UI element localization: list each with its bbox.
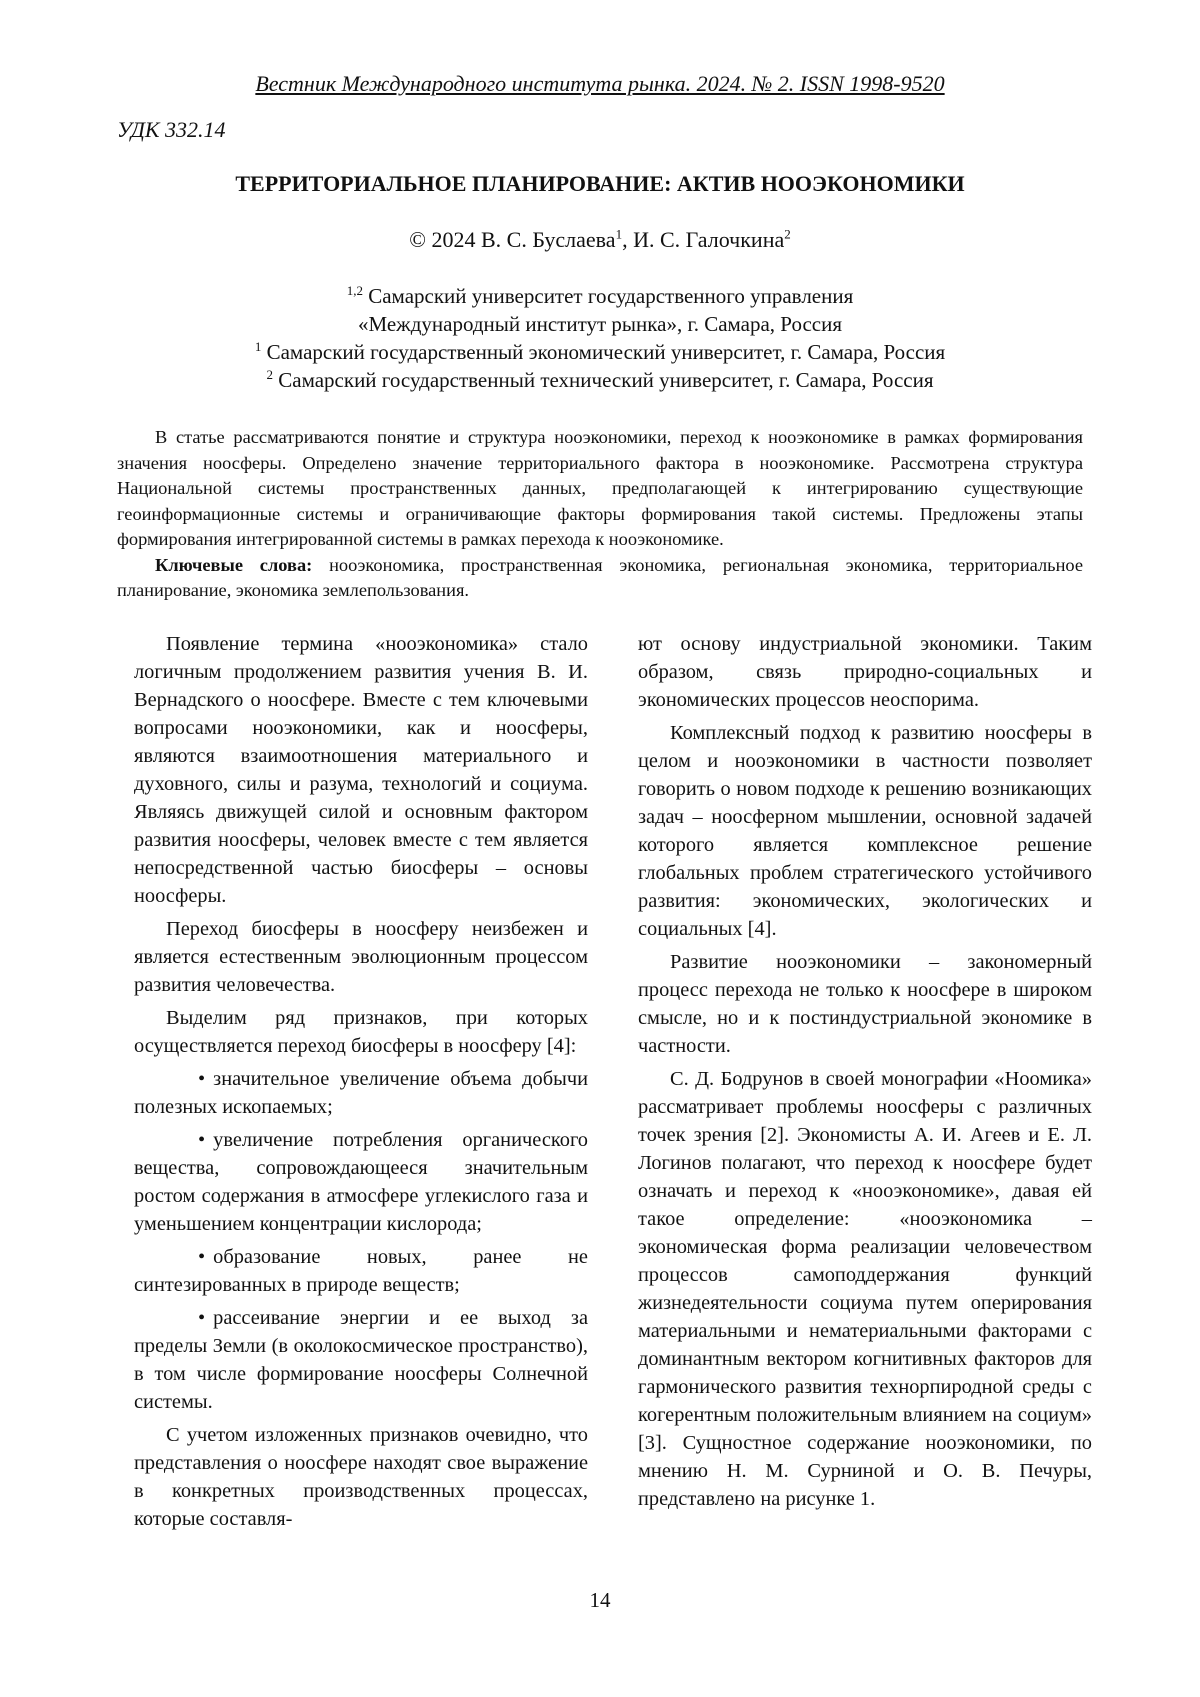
paragraph: Развитие нооэкономики – закономерный процесс перехода не только к ноосфере в широком смысле, но и к постиндустриальной экономике в частности. xyxy=(638,951,1092,1057)
keywords xyxy=(117,553,1083,604)
paragraph: С. Д. Бодрунов в своей монографии «Ноомика» рассматривает проблемы ноосферы с различных точек зрения [2]. Экономисты А. И. Агеев и Е. Л. Логинов полагают, что переход к ноосфере будет означать и переход к «нооэкономике», давая ей такое определение: «нооэкономика – экономическая форма реализации человечеством процессов самоподдержания функций жизнедеятельности социума путем оперирования материальными и нематериальными факторами с доминантным вектором когнитивных факторов для гармонического развития технорпиродной среды с когерентным положительным влиянием на социум» [3]. Сущностное содержание нооэкономики, по мнению Н. М. Сурниной и О. В. Печуры, представлено на рисунке 1. xyxy=(638,1068,1092,1510)
affiliation-text: «Международный институт рынка», г. Самара, Россия xyxy=(357,312,843,336)
paragraph: ют основу индустриальной экономики. Таким образом, связь природно-социальных и экономических процессов неоспорима. xyxy=(638,633,1092,711)
affiliation-line xyxy=(0,282,1200,310)
affiliation-text: Самарский университет государственного управления xyxy=(362,284,854,308)
abstract xyxy=(117,425,1083,604)
affiliation-sup: 1,2 xyxy=(346,283,363,298)
authors-middle: , И. С. Галочкина xyxy=(622,227,785,252)
body-column-left xyxy=(134,630,588,1538)
udk-code: УДК 332.14 xyxy=(117,117,226,142)
authors-prefix: © 2024 В. С. Буслаева xyxy=(409,227,616,252)
bullet-item xyxy=(134,1304,588,1416)
paragraph: С учетом изложенных признаков очевидно, что представления о ноосфере находят свое выражение в конкретных производственных процессах, которые составля- xyxy=(134,1424,588,1530)
author-sup-2: 2 xyxy=(784,226,791,242)
abstract-text: В статье рассматриваются понятие и структура нооэкономики, переход к нооэкономике в рамках формирования значения ноосферы. Определено значение территориального фактора в нооэкономике. Рассмотрена структура Национальной системы пространственных данных, предполагающей к интегрированию существующие геоинформационные системы и ограничивающие факторы формирования такой системы. Предложены этапы формирования интегрированной системы в рамках перехода к нооэкономике. xyxy=(117,427,1083,549)
bullet-text: увеличение потребления органического вещества, сопровождающееся значительным ростом содержания в атмосфере углекислого газа и уменьшением концентрации кислорода; xyxy=(134,1129,588,1235)
affiliation-text: Самарский государственный экономический университет, г. Самара, Россия xyxy=(261,340,946,364)
article-title: ТЕРРИТОРИАЛЬНОЕ ПЛАНИРОВАНИЕ: АКТИВ НООЭКОНОМИКИ xyxy=(235,171,965,196)
body-column-right xyxy=(638,630,1092,1518)
paragraph: Выделим ряд признаков, при которых осуществляется переход биосферы в ноосферу [4]: xyxy=(134,1007,588,1057)
keywords-label: Ключевые слова: xyxy=(155,554,313,575)
affiliations xyxy=(0,282,1200,394)
paragraph: Переход биосферы в ноосферу неизбежен и является естественным эволюционным процессом развития человечества. xyxy=(134,918,588,996)
paragraph: Комплексный подход к развитию ноосферы в целом и нооэкономики в частности позволяет говорить о новом подходе к решению возникающих задач – ноосферном мышлении, основной задачей которого является комплексное решение глобальных проблем стратегического устойчивого развития: экономических, экологических и социальных [4]. xyxy=(638,722,1092,940)
keywords-text: нооэкономика, пространственная экономика, региональная экономика, территориальное планирование, экономика землепользования. xyxy=(117,554,1083,600)
bullet-item xyxy=(134,1243,588,1299)
affiliation-text: Самарский государственный технический университет, г. Самара, Россия xyxy=(273,368,934,392)
bullet-icon: • xyxy=(198,1068,206,1090)
bullet-icon: • xyxy=(198,1129,206,1151)
journal-header: Вестник Международного института рынка. 2024. № 2. ISSN 1998-9520 xyxy=(255,71,945,96)
affiliation-line xyxy=(0,310,1200,338)
bullet-item xyxy=(134,1065,588,1121)
paragraph: Появление термина «нооэкономика» стало логичным продолжением развития учения В. И. Вернадского о ноосфере. Вместе с тем ключевыми вопросами нооэкономики, как и ноосферы, являются взаимоотношения материального и духовного, силы и разума, технологий и социума. Являясь движущей силой и основным фактором развития ноосферы, человек вместе с тем является непосредственной частью биосферы – основы ноосферы. xyxy=(134,633,588,907)
affiliation-sup: 2 xyxy=(266,367,273,382)
author-sup-1: 1 xyxy=(615,226,623,242)
affiliation-line xyxy=(0,366,1200,394)
bullet-item xyxy=(134,1126,588,1238)
page-number: 14 xyxy=(589,1588,611,1612)
bullet-text: рассеивание энергии и ее выход за пределы Земли (в околокосмическое пространство), в том числе формирование ноосферы Солнечной системы. xyxy=(134,1307,588,1413)
bullet-icon: • xyxy=(198,1246,206,1268)
affiliation-line xyxy=(0,338,1200,366)
bullet-icon: • xyxy=(198,1307,206,1329)
authors-line xyxy=(0,226,1200,254)
bullet-text: образование новых, ранее не синтезированных в природе веществ; xyxy=(134,1246,588,1296)
bullet-text: значительное увеличение объема добычи полезных ископаемых; xyxy=(134,1068,588,1118)
affiliation-sup: 1 xyxy=(254,339,262,354)
